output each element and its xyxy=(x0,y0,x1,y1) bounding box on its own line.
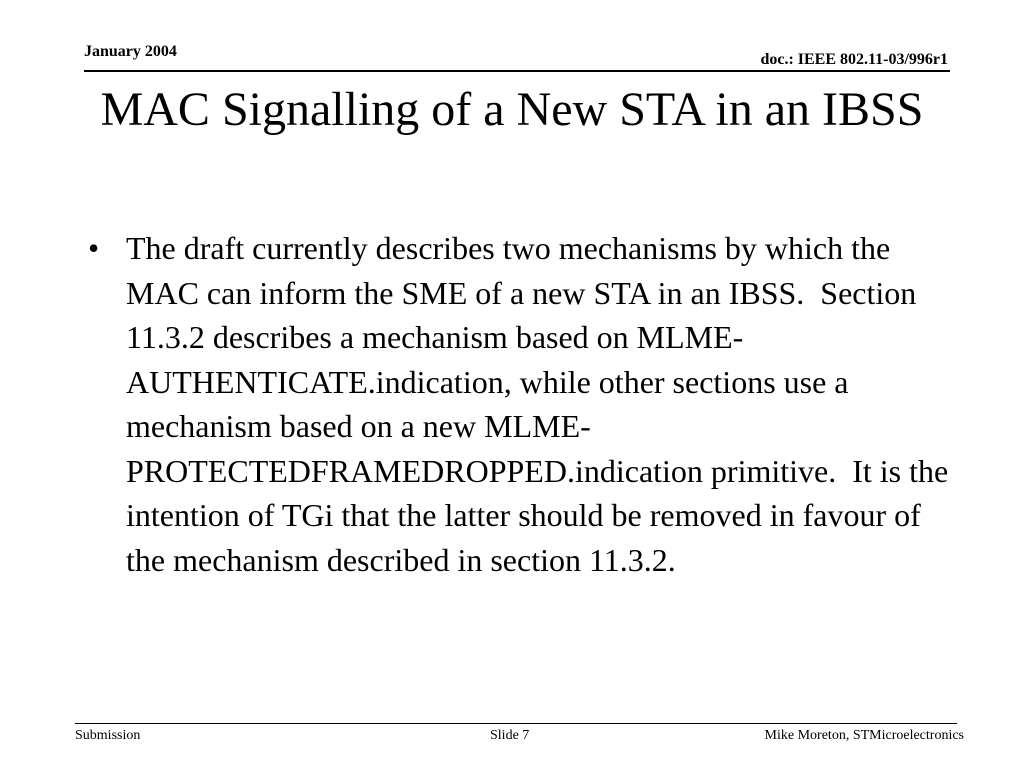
bullet-list xyxy=(85,226,955,582)
footer-slide-number: Slide 7 xyxy=(490,728,530,743)
footer-divider xyxy=(75,723,957,724)
footer-submission: Submission xyxy=(75,728,141,743)
slide-title: MAC Signalling of a New STA in an IBSS xyxy=(100,83,924,136)
header-doc-id: doc.: IEEE 802.11-03/996r1 xyxy=(760,51,948,68)
bullet-item xyxy=(85,226,955,582)
bullet-icon: • xyxy=(88,230,100,266)
bullet-text: The draft currently describes two mechanisms by which the MAC can inform the SME of a new STA in an IBSS. Section 11.3.2 describes a mechanism based on MLME-AUTHENTICATE.indication, while other sections use a mechanism based on a new MLME-PROTECTEDFRAMEDROPPED.indication primitive. It is the intention of TGi that the latter should be removed in favour of the mechanism described in section 11.3.2. xyxy=(126,230,957,578)
footer-author: Mike Moreton, STMicroelectronics xyxy=(764,728,964,743)
header-date: January 2004 xyxy=(84,43,177,60)
header-divider xyxy=(84,70,950,72)
